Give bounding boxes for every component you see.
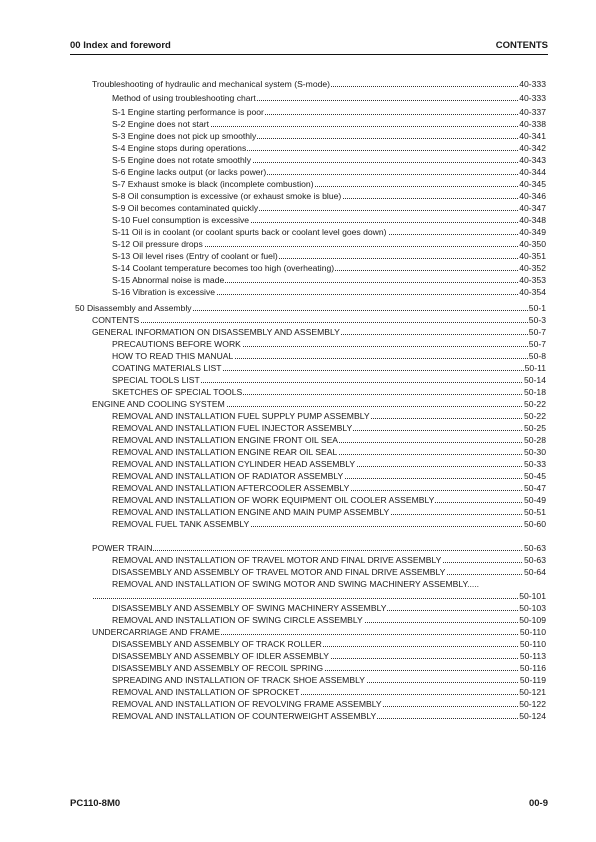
toc-entry-page: 40-354: [519, 287, 546, 297]
toc-entry-page: 50-28: [524, 435, 546, 445]
toc-entry[interactable]: [75, 302, 546, 314]
toc-entry-page: 50-30: [524, 447, 546, 457]
toc-entry-title: REMOVAL AND INSTALLATION OF REVOLVING FRAME ASSEMBLY: [112, 699, 382, 709]
toc-entry-title: S-12 Oil pressure drops: [112, 239, 203, 249]
toc-entry-page: 50-7: [528, 327, 546, 337]
toc-entry-title: REMOVAL AND INSTALLATION ENGINE FRONT OIL SEA: [112, 435, 339, 445]
toc-entry-page: 40-344: [519, 167, 546, 177]
toc-entry[interactable]: [92, 590, 546, 602]
toc-entry[interactable]: [112, 638, 546, 650]
toc-entry-title: REMOVAL AND INSTALLATION OF TRAVEL MOTOR AND FINAL DRIVE ASSEMBLY: [112, 555, 442, 565]
toc-entry-page: 50-18: [524, 387, 546, 397]
toc-entry[interactable]: [112, 202, 546, 214]
toc-entry-title: REMOVAL AND INSTALLATION OF SWING CIRCLE ASSEMBLY: [112, 615, 363, 625]
toc-entry[interactable]: [112, 410, 546, 422]
toc-entry[interactable]: [92, 398, 546, 410]
toc-entry-title: CONTENTS: [92, 315, 140, 325]
toc-entry[interactable]: [112, 566, 546, 578]
toc-entry-page: 40-348: [519, 215, 546, 225]
toc-entry-title: REMOVAL AND INSTALLATION OF SPROCKET: [112, 687, 300, 697]
toc-entry-page: 40-341: [519, 131, 546, 141]
toc-entry[interactable]: [112, 482, 546, 494]
toc-entry[interactable]: [112, 118, 546, 130]
toc-entry[interactable]: [112, 458, 546, 470]
toc-entry-page: 50-3: [528, 315, 546, 325]
toc-entry-page: 50-109: [519, 615, 546, 625]
toc-entry[interactable]: [92, 314, 546, 326]
toc-entry-title: REMOVAL AND INSTALLATION FUEL SUPPLY PUMP ASSEMBLY: [112, 411, 370, 421]
toc-entry-title: COATING MATERIALS LIST: [112, 363, 222, 373]
toc-entry-title: SPECIAL TOOLS LIST: [112, 375, 200, 385]
toc-entry[interactable]: [112, 602, 546, 614]
toc-entry[interactable]: [112, 422, 546, 434]
toc-entry-title: DISASSEMBLY AND ASSEMBLY OF SWING MACHINERY ASSEMBLY: [112, 603, 387, 613]
toc-entry[interactable]: [112, 226, 546, 238]
toc-entry-title: S-5 Engine does not rotate smoothly: [112, 155, 252, 165]
toc-entry-page: 50-22: [524, 411, 546, 421]
toc-entry-title: S-4 Engine stops during operations: [112, 143, 247, 153]
toc-entry[interactable]: [92, 78, 546, 90]
toc-entry-page: 40-342: [519, 143, 546, 153]
toc-entry[interactable]: [112, 274, 546, 286]
toc-entry-title: HOW TO READ THIS MANUAL: [112, 351, 234, 361]
toc-entry-page: 40-351: [519, 251, 546, 261]
toc-entry-title: REMOVAL AND INSTALLATION OF WORK EQUIPMENT OIL COOLER ASSEMBLY: [112, 495, 435, 505]
toc-entry-page: 50-122: [519, 699, 546, 709]
toc-entry[interactable]: [112, 142, 546, 154]
toc-entry-title: S-13 Oil level rises (Entry of coolant or fuel): [112, 251, 278, 261]
page-header: [70, 40, 548, 55]
toc-entry-page: 50-45: [524, 471, 546, 481]
toc-entry-page: 40-353: [519, 275, 546, 285]
toc-entry[interactable]: [112, 470, 546, 482]
toc-entry-title: S-9 Oil becomes contaminated quickly: [112, 203, 259, 213]
toc-entry-page: 50-1: [528, 303, 546, 313]
toc-entry-page: 50-33: [524, 459, 546, 469]
toc-entry[interactable]: [112, 506, 546, 518]
toc-entry-page: 50-51: [524, 507, 546, 517]
toc-leader-dots: [92, 322, 546, 323]
toc-entry-page: 50-8: [528, 351, 546, 361]
header-contents-label: CONTENTS: [495, 40, 548, 51]
toc-entry-page: 40-346: [519, 191, 546, 201]
toc-entry-page: 40-347: [519, 203, 546, 213]
toc-entry-page: 40-338: [519, 119, 546, 129]
toc-entry[interactable]: [112, 698, 546, 710]
toc-entry[interactable]: [112, 250, 546, 262]
toc-entry[interactable]: [112, 238, 546, 250]
toc-entry[interactable]: [112, 614, 546, 626]
toc-entry-page: 50-14: [524, 375, 546, 385]
toc-entry-title: POWER TRAIN: [92, 543, 153, 553]
toc-entry[interactable]: [112, 674, 546, 686]
toc-entry[interactable]: [112, 262, 546, 274]
toc-entry[interactable]: [112, 578, 546, 590]
toc-entry-title: DISASSEMBLY AND ASSEMBLY OF TRAVEL MOTOR AND FINAL DRIVE ASSEMBLY: [112, 567, 446, 577]
toc-entry-title: PRECAUTIONS BEFORE WORK: [112, 339, 241, 349]
toc-entry-title: REMOVAL AND INSTALLATION AFTERCOOLER ASSEMBLY: [112, 483, 350, 493]
toc-entry-title: REMOVAL FUEL TANK ASSEMBLY: [112, 519, 250, 529]
toc-entry-title: REMOVAL AND INSTALLATION ENGINE AND MAIN PUMP ASSEMBLY: [112, 507, 390, 517]
toc-entry-title: S-10 Fuel consumption is excessive: [112, 215, 250, 225]
toc-entry-page: 50-47: [524, 483, 546, 493]
toc-entry[interactable]: [112, 338, 546, 350]
toc-entry-title: SKETCHES OF SPECIAL TOOLS: [112, 387, 243, 397]
toc-entry[interactable]: [112, 362, 546, 374]
toc-entry[interactable]: [92, 626, 546, 638]
toc-entry[interactable]: [112, 350, 546, 362]
toc-entry[interactable]: [112, 686, 546, 698]
toc-entry-title: UNDERCARRIAGE AND FRAME: [92, 627, 220, 637]
toc-entry-page: 50-49: [524, 495, 546, 505]
toc-entry[interactable]: [112, 518, 546, 530]
toc-entry-page: 40-343: [519, 155, 546, 165]
toc-entry-page: 50-11: [524, 363, 546, 373]
toc-entry-title: REMOVAL AND INSTALLATION ENGINE REAR OIL SEAL: [112, 447, 338, 457]
toc-entry[interactable]: [112, 154, 546, 166]
toc-entry[interactable]: [112, 710, 546, 722]
toc-entry-title: REMOVAL AND INSTALLATION OF RADIATOR ASSEMBLY: [112, 471, 344, 481]
toc-entry[interactable]: [112, 92, 546, 104]
toc-entry[interactable]: [92, 326, 546, 338]
toc-entry-page: 40-337: [519, 107, 546, 117]
toc-entry-title: DISASSEMBLY AND ASSEMBLY OF TRACK ROLLER: [112, 639, 322, 649]
toc-entry[interactable]: [112, 166, 546, 178]
toc-entry-page: 50-64: [524, 567, 546, 577]
toc-entry-page: 50-101: [519, 591, 546, 601]
toc-entry-page: 50-110: [519, 639, 546, 649]
header-section-title: 00 Index and foreword: [70, 40, 171, 51]
toc-entry[interactable]: [112, 386, 546, 398]
toc-entry-title: DISASSEMBLY AND ASSEMBLY OF IDLER ASSEMBLY: [112, 651, 329, 661]
toc-entry-title: SPREADING AND INSTALLATION OF TRACK SHOE ASSEMBLY: [112, 675, 365, 685]
toc-entry-page: 50-119: [519, 675, 546, 685]
toc-entry-title: S-1 Engine starting performance is poor: [112, 107, 264, 117]
toc-entry-title: S-2 Engine does not start: [112, 119, 209, 129]
toc-entry-title: GENERAL INFORMATION ON DISASSEMBLY AND ASSEMBLY: [92, 327, 340, 337]
toc-entry-page: 40-345: [519, 179, 546, 189]
toc-entry[interactable]: [112, 374, 546, 386]
toc-entry-title: S-3 Engine does not pick up smoothly: [112, 131, 257, 141]
toc-entry-title: S-7 Exhaust smoke is black (incomplete combustion): [112, 179, 314, 189]
toc-entry-page: 40-349: [519, 227, 546, 237]
toc-entry-title: REMOVAL AND INSTALLATION CYLINDER HEAD ASSEMBLY: [112, 459, 356, 469]
toc-entry-title: Method of using troubleshooting chart: [112, 93, 256, 103]
toc-entry[interactable]: [112, 214, 546, 226]
toc-entry-title: S-16 Vibration is excessive: [112, 287, 216, 297]
toc-entry-page: 40-333: [519, 93, 546, 103]
toc-entry[interactable]: [92, 542, 546, 554]
toc-entry-title: REMOVAL AND INSTALLATION OF COUNTERWEIGHT ASSEMBLY: [112, 711, 377, 721]
toc-entry-title: REMOVAL AND INSTALLATION OF SWING MOTOR AND SWING MACHINERY ASSEMBLY.....: [112, 579, 480, 589]
toc-entry-title: S-8 Oil consumption is excessive (or exhaust smoke is blue): [112, 191, 342, 201]
toc-entry-page: 50-25: [524, 423, 546, 433]
toc-entry-page: 50-113: [519, 651, 546, 661]
toc-entry-page: 50-7: [528, 339, 546, 349]
toc-entry[interactable]: [112, 190, 546, 202]
toc-entry[interactable]: [112, 286, 546, 298]
toc-leader-dots: [92, 598, 546, 599]
footer-page-number: 00-9: [528, 798, 548, 809]
toc-entry-title: S-11 Oil is in coolant (or coolant spurts back or coolant level goes down): [112, 227, 387, 237]
toc-entry-page: 40-352: [519, 263, 546, 273]
toc-entry-title: DISASSEMBLY AND ASSEMBLY OF RECOIL SPRING: [112, 663, 324, 673]
toc-entry[interactable]: [112, 130, 546, 142]
toc-entry-page: 50-60: [524, 519, 546, 529]
toc-entry[interactable]: [112, 662, 546, 674]
toc-entry-page: 50-22: [524, 399, 546, 409]
toc-entry-title: REMOVAL AND INSTALLATION FUEL INJECTOR ASSEMBLY: [112, 423, 353, 433]
toc-entry[interactable]: [112, 106, 546, 118]
toc-entry[interactable]: [112, 650, 546, 662]
toc-entry-title: Troubleshooting of hydraulic and mechanical system (S-mode): [92, 79, 331, 89]
toc-entry-page: 40-350: [519, 239, 546, 249]
toc-entry-page: 50-63: [524, 543, 546, 553]
toc-entry-page: 50-110: [519, 627, 546, 637]
toc-entry-title: S-15 Abnormal noise is made: [112, 275, 225, 285]
toc-entry[interactable]: [112, 554, 546, 566]
toc-entry-title: [92, 591, 93, 601]
toc-entry[interactable]: [112, 434, 546, 446]
toc-entry[interactable]: [112, 494, 546, 506]
toc-entry-page: 40-333: [519, 79, 546, 89]
toc-entry[interactable]: [112, 446, 546, 458]
toc-entry-title: S-6 Engine lacks output (or lacks power): [112, 167, 267, 177]
toc-entry-page: 50-124: [519, 711, 546, 721]
toc-entry[interactable]: [112, 178, 546, 190]
toc-entry-title: ENGINE AND COOLING SYSTEM: [92, 399, 225, 409]
toc-leader-dots: [92, 550, 546, 551]
toc-entry-title: S-14 Coolant temperature becomes too high (overheating): [112, 263, 335, 273]
toc-entry-page: 50-103: [519, 603, 546, 613]
toc-entry-page: 50-63: [524, 555, 546, 565]
toc-entry-title: 50 Disassembly and Assembly: [75, 303, 192, 313]
toc-entry-page: 50-121: [519, 687, 546, 697]
toc-entry-page: 50-116: [519, 663, 546, 673]
footer-model-number: PC110-8M0: [70, 798, 121, 809]
